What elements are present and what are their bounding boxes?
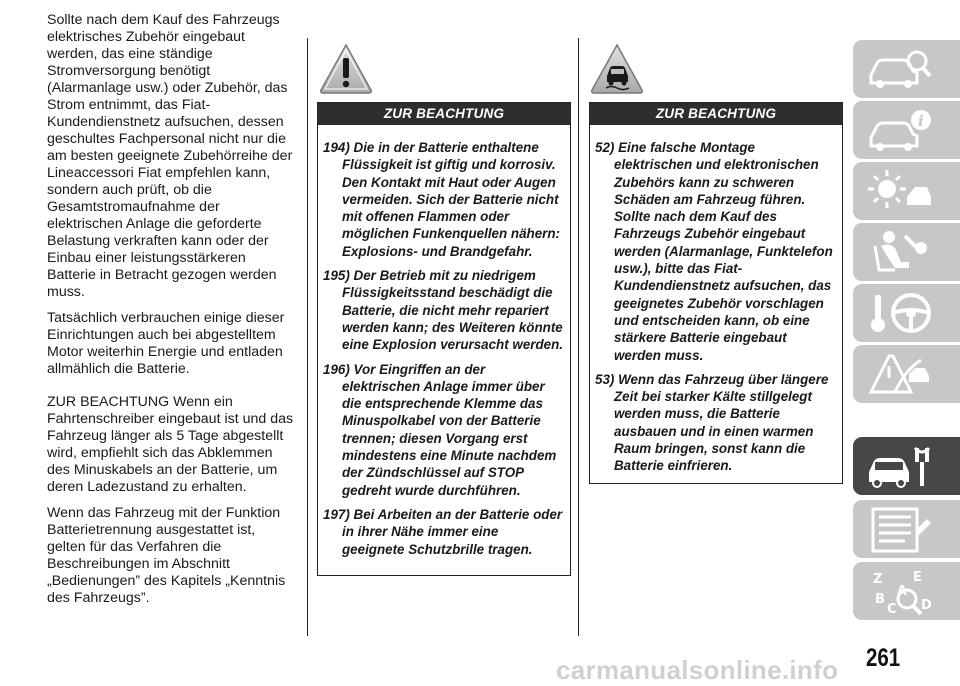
warning-note: 197) Bei Arbeiten an der Batterie oder in ihrer Nähe immer eine geeignete Schutzbrille tragen. [323, 506, 563, 557]
paragraph: Sollte nach dem Kauf des Fahrzeugs elektrisches Zubehör eingebaut werden, das eine ständige Stromversorgung benötigt (Alarmanlage usw.) oder Zubehör, das Strom entnimmt, das Fiat-Kundendienstnetz aufsuchen, dessen geschultes Fachpersonal nicht nur die am besten geeignete Zubehörreihe der Lineaccessori Fiat empfehlen kann, sondern auch prüft, ob die Gesamtstromaufnahme der elektrischen Anlage die geforderte Belastung verkraften kann oder der Einbau einer leistungsstärkeren Batterie in Betracht gezogen werden muss. [47, 12, 293, 300]
svg-text:C: C [887, 602, 897, 617]
steering-wheel-key-icon [865, 289, 935, 339]
specifications-list-icon [865, 505, 935, 555]
chapter-tab-seat-safety[interactable] [853, 223, 960, 281]
warning-body [318, 125, 570, 575]
main-text-column [47, 12, 297, 616]
paragraph: Wenn das Fahrzeug mit der Funktion Batterietrennung ausgestattet ist, gelten für das Verfahren die Beschreibungen im Abschnitt „Bedienungen” des Kapitels „Kenntnis des Fahrzeugs”. [47, 505, 286, 606]
chapter-tab-vehicle-knowledge[interactable] [853, 40, 960, 98]
column-divider [307, 38, 308, 636]
svg-text:E: E [913, 570, 922, 585]
chapter-tab-instruments[interactable] [853, 101, 960, 159]
warning-box [589, 102, 843, 484]
car-wrench-icon [865, 442, 935, 490]
warning-body [590, 125, 842, 492]
warning-header: ZUR BEACHTUNG [318, 103, 570, 125]
warning-note: 195) Der Betrieb mit zu niedrigem Flüssigkeitsstand beschädigt die Batterie, die nicht mehr repariert werden kann; des Weiteren könnte eine Explosion verursacht werden. [323, 268, 564, 353]
warning-note: 194) Die in der Batterie enthaltene Flüssigkeit ist giftig und korrosiv. Den Kontakt mit Haut oder Augen vermeiden. Sich der Batterie nicht mit offenen Flammen oder möglichen Funkenquellen nähern: Explosions- und Brandgefahr. [323, 140, 560, 259]
paragraph: ZUR BEACHTUNG Wenn ein Fahrtenschreiber eingebaut ist und das Fahrzeug länger als 5 Tage abgestellt wird, empfiehlt sich das Abklemmen des Minuskabels an der Batterie, um deren Ladezustand zu erhalten. [47, 394, 294, 495]
chapter-tab-index[interactable] [853, 562, 960, 620]
car-info-icon [865, 106, 935, 154]
svg-text:i: i [918, 112, 924, 130]
chapter-tab-safety[interactable] [853, 162, 960, 220]
svg-text:Z: Z [873, 572, 883, 587]
page-number: 261 [866, 644, 901, 672]
exclamation-warning-triangle-icon [318, 42, 374, 101]
warning-note: 196) Vor Eingriffen an der elektrischen Anlage immer über die entsprechende Klemme das Minuspolkabel von der Batterie trennen; diesen Vorgang erst mindestens eine Minute nachdem der Zündschlüssel auf STOP gedreht wurde durchführen. [323, 361, 557, 498]
svg-text:B: B [875, 592, 885, 607]
car-search-icon [865, 45, 935, 93]
warning-header: ZUR BEACHTUNG [590, 103, 842, 125]
watermark: carmanualsonline.info [556, 655, 839, 685]
chapter-tab-maintenance[interactable] [853, 437, 960, 495]
svg-text:A: A [897, 584, 908, 599]
alphabetical-index-icon [865, 567, 935, 617]
car-skid-warning-triangle-icon [589, 42, 645, 101]
paragraph: Tatsächlich verbrauchen einige dieser Einrichtungen auch bei abgestelltem Motor weiterhin Energie und entladen allmählich die Batterie. [47, 310, 285, 377]
seat-airbag-icon [865, 228, 935, 276]
warning-note: 53) Wenn das Fahrzeug über längere Zeit bei starker Kälte stillgelegt werden muss, die Batterie ausbauen und in einen warmen Raum bringen, sonst kann die Batterie einfrieren. [595, 371, 829, 474]
warning-note: 52) Eine falsche Montage elektrischen und elektronischen Zubehörs kann zu schweren Schäden am Fahrzeug führen. Sollte nach dem Kauf des Fahrzeugs Zubehör eingebaut werden (Alarmanlage, Funktelefon usw.), bitte das Fiat-Kundendienstnetz aufsuchen, das geeignetes Zubehör vorschlagen und entscheiden kann, ob eine stärkere Batterie eingebaut werden muss. [595, 140, 833, 363]
warning-lights-icon [865, 167, 935, 215]
chapter-tab-technical-data[interactable] [853, 500, 960, 558]
road-warning-icon [865, 350, 935, 398]
svg-text:D: D [921, 598, 932, 613]
column-divider [578, 38, 579, 636]
chapter-tab-emergency[interactable] [853, 345, 960, 403]
chapter-tab-starting-driving[interactable] [853, 284, 960, 342]
warning-box [317, 102, 571, 576]
